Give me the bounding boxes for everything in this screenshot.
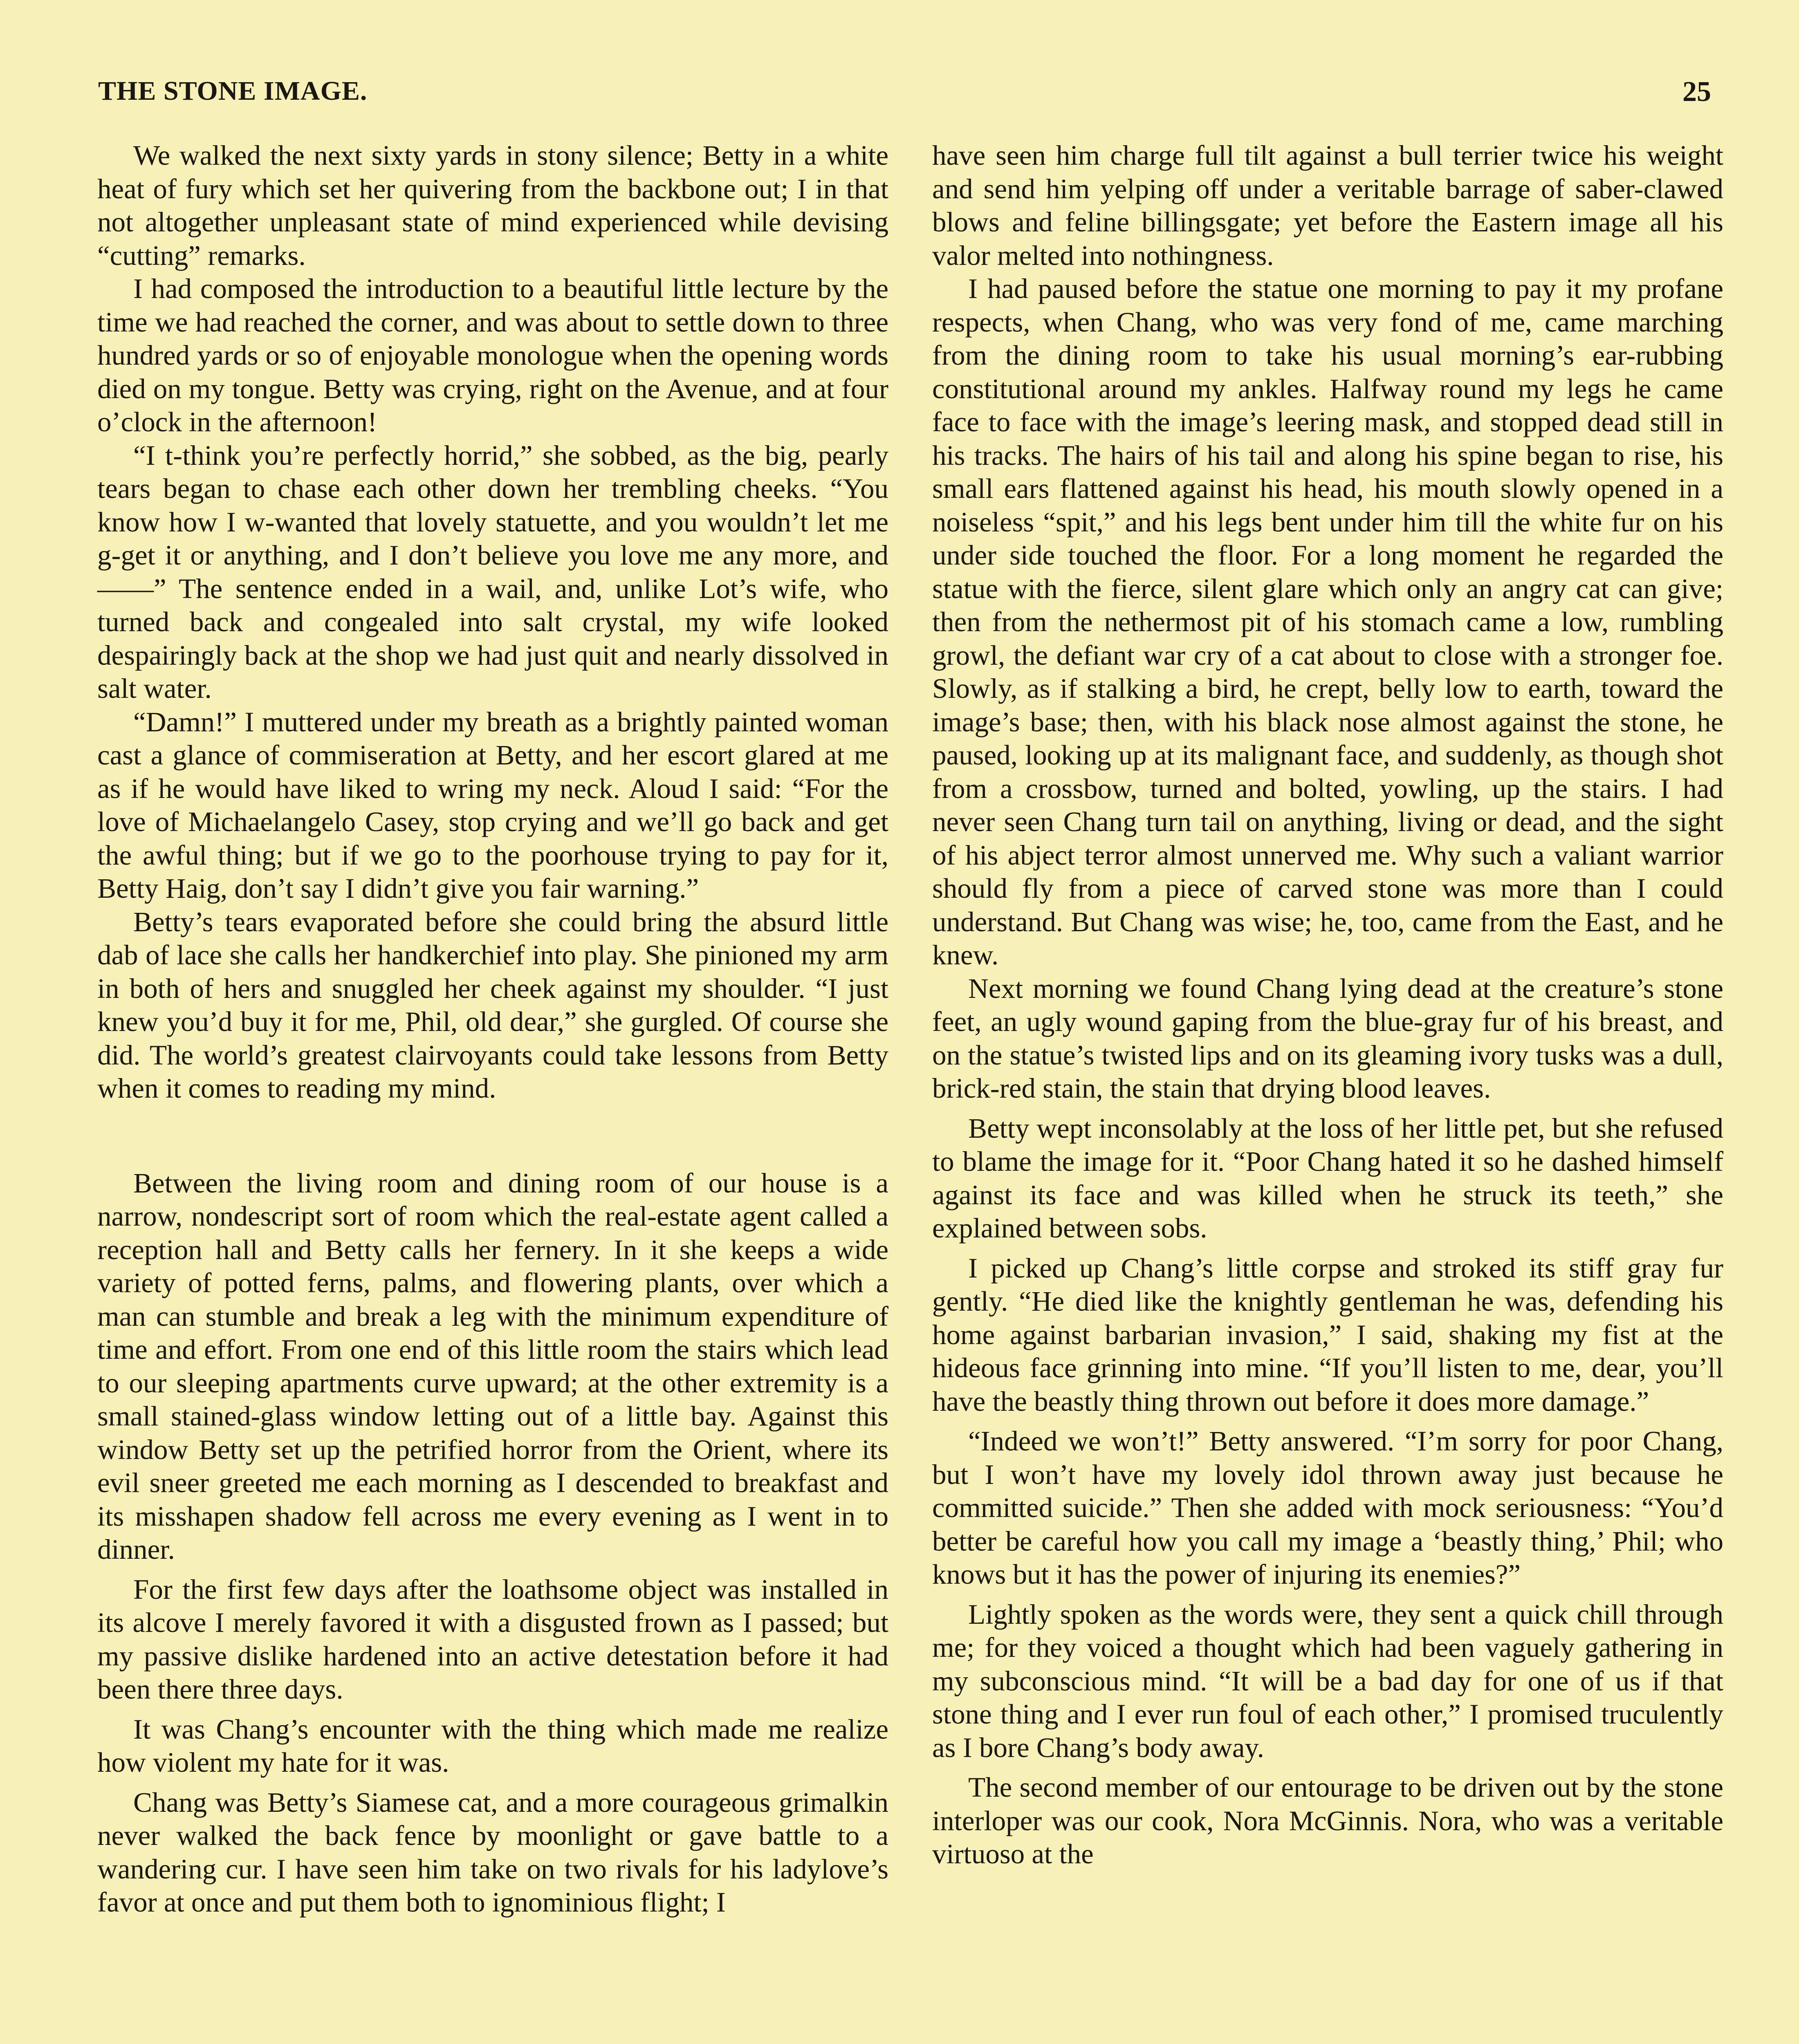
paragraph: Chang was Betty’s Siamese cat, and a more courageous grimalkin never walked the back fence by moonlight or gave battle to a wandering cur. I have seen him take on two rivals for his ladylove’s favor at once and put them both to ignominious flight; I: [97, 1786, 888, 1918]
right-text-column: [932, 139, 1723, 1871]
paragraph: Next morning we found Chang lying dead at the creature’s stone feet, an ugly wound gaping from the blue-gray fur of his breast, and on the statue’s twisted lips and on its gleaming ivory tusks was a dull, brick-red stain, the stain that drying blood leaves.: [932, 973, 1723, 1104]
paragraph: I had composed the introduction to a beautiful little lecture by the time we had reached the corner, and was about to settle down to three hundred yards or so of enjoyable monologue when the opening words died on my tongue. Betty was crying, right on the Avenue, and at four o’clock in the afternoon!: [97, 273, 888, 437]
left-text-column: [97, 139, 888, 1919]
paragraph: “Damn!” I muttered under my breath as a brightly painted woman cast a glance of commiseration at Betty, and her escort glared at me as if he would have liked to wring my neck. Aloud I said: “For the love of Michaelangelo Casey, stop crying and we’ll go back and get the awful thing; but if we go to the poorhouse trying to pay for it, Betty Haig, don’t say I didn’t give you fair warning.”: [97, 706, 888, 904]
page-number: 25: [1682, 76, 1711, 108]
paragraph: I picked up Chang’s little corpse and stroked its stiff gray fur gently. “He died like the knightly gentleman he was, defending his home against barbarian invasion,” I said, shaking my fist at the hideous face grinning into mine. “If you’ll listen to me, dear, you’ll have the beastly thing thrown out before it does more damage.”: [932, 1252, 1723, 1417]
paragraph: have seen him charge full tilt against a bull terrier twice his weight and send him yelping off under a veritable barrage of saber-clawed blows and feline billingsgate; yet before the Eastern image all his valor melted into nothingness.: [932, 140, 1723, 271]
running-title: THE STONE IMAGE.: [98, 76, 368, 106]
paragraph: For the first few days after the loathsome object was installed in its alcove I merely favored it with a disgusted frown as I passed; but my passive dislike hardened into an active detestation before it had been there three days.: [97, 1573, 888, 1705]
paragraph: Betty’s tears evaporated before she could bring the absurd little dab of lace she calls her handkerchief into play. She pinioned my arm in both of hers and snuggled her cheek against my shoulder. “I just knew you’d buy it for me, Phil, old dear,” she gurgled. Of course she did. The world’s greatest clairvoyants could take lessons from Betty when it comes to reading my mind.: [97, 906, 888, 1104]
paragraph: I had paused before the statue one morning to pay it my profane respects, when Chang, who was very fond of me, came marching from the dining room to take his usual morning’s ear-rubbing constitutional around my ankles. Halfway round my legs he came face to face with the image’s leering mask, and stopped dead still in his tracks. The hairs of his tail and along his spine began to rise, his small ears flattened against his head, his mouth slowly opened in a noiseless “spit,” and his legs bent under him till the white fur on his under side touched the floor. For a long moment he regarded the statue with the fierce, silent glare which only an angry cat can give; then from the nethermost pit of his stomach came a low, rumbling growl, the defiant war cry of a cat about to close with a stronger foe. Slowly, as if stalking a bird, he crept, belly low to earth, toward the image’s base; then, with his black nose almost against the stone, he paused, looking up at its malignant face, and suddenly, as though shot from a crossbow, turned and bolted, yowling, up the stairs. I had never seen Chang turn tail on anything, living or dead, and the sight of his abject terror almost unnerved me. Why such a valiant warrior should fly from a piece of carved stone was more than I could understand. But Chang was wise; he, too, came from the East, and he knew.: [932, 273, 1723, 970]
paragraph: Lightly spoken as the words were, they sent a quick chill through me; for they voiced a thought which had been vaguely gathering in my subconscious mind. “It will be a bad day for one of us if that stone thing and I ever run foul of each other,” I promised truculently as I bore Chang’s body away.: [932, 1598, 1723, 1763]
paragraph: “I t-think you’re perfectly horrid,” she sobbed, as the big, pearly tears began to chase each other down her trembling cheeks. “You know how I w-wanted that lovely statuette, and you wouldn’t let me g-get it or anything, and I don’t believe you love me any more, and——” The sentence ended in a wail, and, unlike Lot’s wife, who turned back and congealed into salt crystal, my wife looked despairingly back at the shop we had just quit and nearly dissolved in salt water.: [97, 439, 888, 704]
paragraph: Between the living room and dining room of our house is a narrow, nondescript sort of room which the real-estate agent called a reception hall and Betty calls her fernery. In it she keeps a wide variety of potted ferns, palms, and flowering plants, over which a man can stumble and break a leg with the minimum expenditure of time and effort. From one end of this little room the stairs which lead to our sleeping apartments curve upward; at the other extremity is a small stained-glass window letting out of a little bay. Against this window Betty set up the petrified horror from the Orient, where its evil sneer greeted me each morning as I descended to breakfast and its misshapen shadow fell across me every evening as I went in to dinner.: [97, 1167, 888, 1565]
paragraph: We walked the next sixty yards in stony silence; Betty in a white heat of fury which set her quivering from the backbone out; I in that not altogether unpleasant state of mind experienced while devising “cutting” remarks.: [97, 140, 888, 271]
paragraph: “Indeed we won’t!” Betty answered. “I’m sorry for poor Chang, but I won’t have my lovely idol thrown away just because he committed suicide.” Then she added with mock seriousness: “You’d better be careful how you call my image a ‘beastly thing,’ Phil; who knows but it has the power of injuring its enemies?”: [932, 1425, 1723, 1590]
paragraph: The second member of our entourage to be driven out by the stone interloper was our cook, Nora McGinnis. Nora, who was a veritable virtuoso at the: [932, 1772, 1723, 1869]
paragraph: It was Chang’s encounter with the thing which made me realize how violent my hate for it was.: [97, 1713, 888, 1778]
paragraph: Betty wept inconsolably at the loss of her little pet, but she refused to blame the image for it. “Poor Chang hated it so he dashed himself against its face and was killed when he struck its teeth,” she explained between sobs.: [932, 1112, 1723, 1244]
